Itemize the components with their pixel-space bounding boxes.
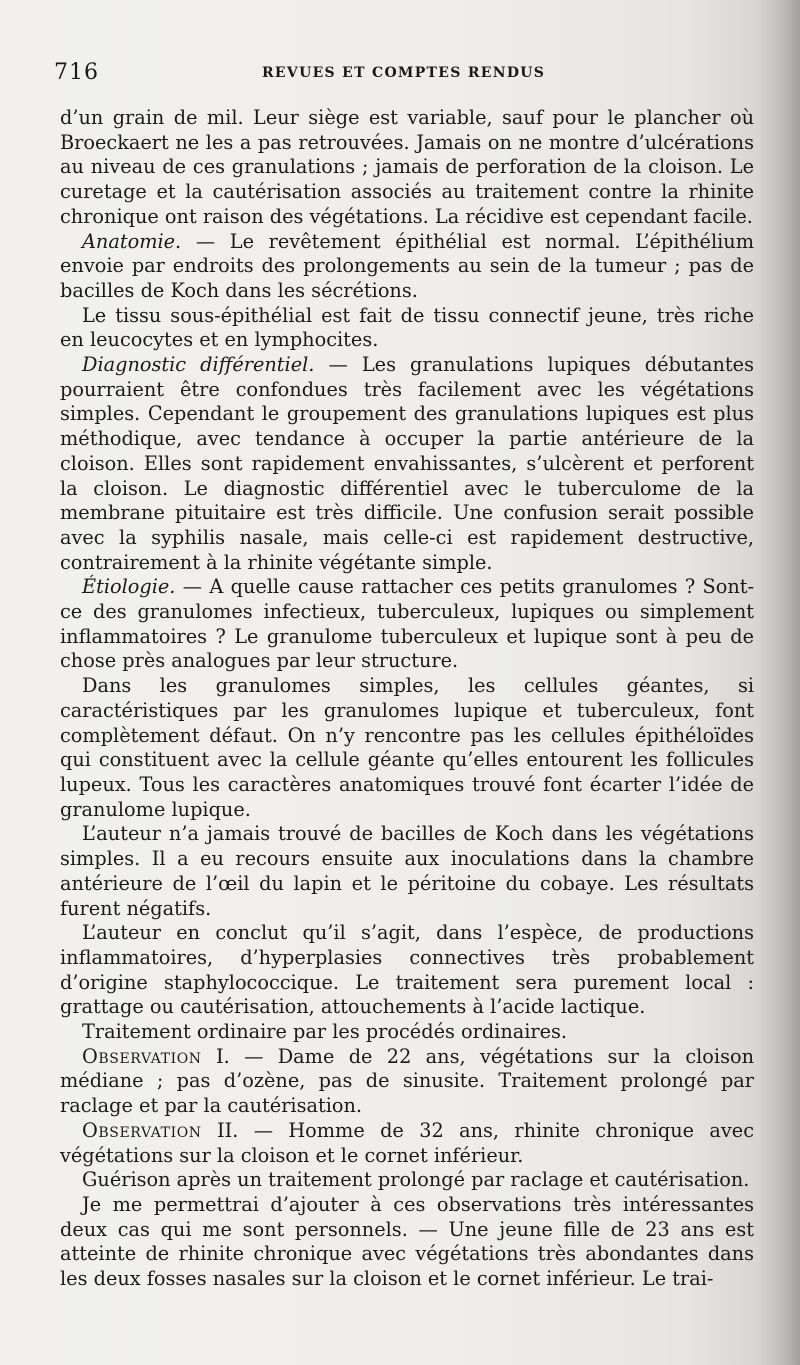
paragraph-text: Guérison après un traitement prolongé par raclage et cautérisation. (82, 1168, 750, 1192)
paragraph-text: Le tissu sous-épithélial est fait de tissu connectif jeune, très riche en leucocytes et en lymphocites. (60, 303, 754, 352)
paragraph-text: — Les granulations lupiques débutantes pourraient être confondues très facilement avec les végétations simples. Cependant le groupement des granulations lupiques est plus méthodique, avec tendance à occuper la partie antérieure de la cloison. Elles sont rapidement envahissantes, s’ulcèrent et perforent la cloison. Le diagnostic différentiel avec le tuberculome de la membrane pituitaire est très difficile. Une confusion serait possible avec la syphilis nasale, mais celle-ci est rapidement destructive, contrairement à la rhinite végétante simple. (60, 353, 754, 574)
running-head: REVUES ET COMPTES RENDUS (262, 65, 546, 81)
paragraph (60, 1168, 754, 1193)
section-heading-diagnostic: Diagnostic différentiel. (82, 353, 315, 377)
paragraph (60, 1193, 754, 1292)
paragraph-text: II. — Homme de 32 ans, rhinite chronique avec végétations sur la cloison et le cornet inférieur. (60, 1118, 754, 1167)
observation-label: Observation (82, 1044, 202, 1068)
paragraph (60, 1020, 754, 1045)
paragraph-text: — A quelle cause rattacher ces petits granulomes ? Sont-ce des granulomes infectieux, tuberculeux, lupiques ou simplement inflammatoires ? Le granulome tuberculeux et lupique sont à peu de chose près analogues par leur structure. (60, 575, 754, 673)
paragraph-text: I. — Dame de 22 ans, végétations sur la cloison médiane ; pas d’ozène, pas de sinusite. Traitement prolongé par raclage et par la cautérisation. (60, 1044, 754, 1118)
paragraph (60, 230, 754, 304)
page-header (54, 60, 754, 90)
observation-label: Observation (82, 1118, 202, 1142)
paragraph (60, 353, 754, 575)
page-gutter-shadow (758, 0, 800, 1365)
paragraph (60, 1045, 754, 1119)
paragraph (60, 106, 754, 230)
paragraph (60, 822, 754, 921)
section-heading-anatomie: Anatomie. (82, 229, 182, 253)
paragraph (60, 1119, 754, 1168)
paragraph-text: L’auteur en conclut qu’il s’agit, dans l’espèce, de productions inflammatoires, d’hyperplasies connectives très probablement d’origine staphylococcique. Le traitement sera purement local : grattage ou cautérisation, attouchements à l’acide lactique. (60, 921, 754, 1019)
paragraph-text: Je me permettrai d’ajouter à ces observations très intéressantes deux cas qui me sont personnels. — Une jeune fille de 23 ans est atteinte de rhinite chronique avec végétations très abondantes dans les deux fosses nasales sur la cloison et le cornet inférieur. Le trai- (60, 1192, 754, 1291)
paragraph-text: d’un grain de mil. Leur siège est variable, sauf pour le plancher où Broeckaert ne les a pas retrouvées. Jamais on ne montre d’ulcérations au niveau de ces granulations ; jamais de perforation de la cloison. Le curetage et la cautérisation associés au traitement contre la rhinite chronique ont raison des végétations. La récidive est cependant facile. (60, 106, 754, 228)
section-heading-etiologie: Étiologie. (82, 575, 176, 599)
paragraph-text: L’auteur n’a jamais trouvé de bacilles de Koch dans les végétations simples. Il a eu recours ensuite aux inoculations dans la chambre antérieure de l’œil du lapin et le péritoine du cobaye. Les résultats furent négatifs. (60, 822, 754, 920)
body-text (60, 106, 754, 1292)
page-number: 716 (54, 60, 99, 85)
paragraph-text: Traitement ordinaire par les procédés ordinaires. (82, 1020, 568, 1044)
paragraph-text: Dans les granulomes simples, les cellules géantes, si caractéristiques par les granulomes lupique et tuberculeux, font complètement défaut. On n’y rencontre pas les cellules épithéloïdes qui constituent avec la cellule géante qu’elles entourent les follicules lupeux. Tous les caractères anatomiques trouvé font écarter l’idée de granulome lupique. (60, 674, 754, 821)
paragraph (60, 575, 754, 674)
paragraph (60, 304, 754, 353)
paragraph-text: — Le revêtement épithélial est normal. L’épithélium envoie par endroits des prolongements au sein de la tumeur ; pas de bacilles de Koch dans les sécrétions. (60, 229, 754, 302)
paragraph (60, 921, 754, 1020)
paragraph (60, 674, 754, 822)
